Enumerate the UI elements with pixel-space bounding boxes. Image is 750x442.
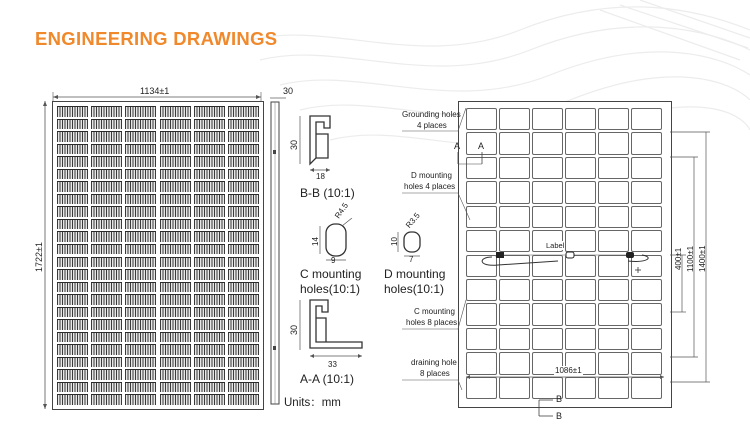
front-solar-cell xyxy=(194,206,225,217)
front-solar-cell xyxy=(228,382,259,393)
front-solar-cell xyxy=(228,181,259,192)
callout-draining-2: 8 places xyxy=(420,369,450,378)
front-solar-cell xyxy=(194,394,225,405)
c-caption-1: C mounting xyxy=(300,267,362,281)
front-solar-cell xyxy=(160,156,191,167)
front-solar-cell xyxy=(57,344,88,355)
rear-solar-cell xyxy=(532,108,563,130)
front-solar-cell xyxy=(125,332,156,343)
rear-solar-cell xyxy=(499,181,530,203)
front-solar-cell xyxy=(160,119,191,130)
front-solar-cell xyxy=(125,119,156,130)
front-solar-cell xyxy=(91,244,122,255)
dim-400-label: 400±1 xyxy=(674,247,683,270)
front-solar-cell xyxy=(91,144,122,155)
front-solar-cell xyxy=(160,294,191,305)
front-solar-cell xyxy=(194,156,225,167)
front-solar-cell xyxy=(57,269,88,280)
rear-solar-cell xyxy=(598,303,629,325)
front-solar-cell xyxy=(125,369,156,380)
profile-aa-drawing xyxy=(298,296,370,368)
rear-solar-cell xyxy=(499,108,530,130)
front-solar-cell xyxy=(160,181,191,192)
rear-solar-cell xyxy=(532,303,563,325)
aa-height-label: 30 xyxy=(289,324,299,335)
front-solar-cell xyxy=(228,144,259,155)
front-solar-cell xyxy=(194,357,225,368)
aa-width-label: 33 xyxy=(328,360,337,369)
front-solar-cell xyxy=(160,307,191,318)
front-solar-cell xyxy=(228,294,259,305)
profile-bb-drawing xyxy=(298,112,346,180)
dim-1100-label: 1100±1 xyxy=(686,245,695,272)
front-solar-cell xyxy=(91,294,122,305)
front-solar-cell xyxy=(160,169,191,180)
front-view-panel xyxy=(52,101,264,410)
front-solar-cell xyxy=(228,269,259,280)
front-solar-cell xyxy=(160,282,191,293)
front-solar-cell xyxy=(125,206,156,217)
front-solar-cell xyxy=(91,169,122,180)
page-title: ENGINEERING DRAWINGS xyxy=(35,28,278,49)
front-solar-cell xyxy=(160,382,191,393)
front-solar-cell xyxy=(57,119,88,130)
d-caption-2: holes(10:1) xyxy=(384,282,445,296)
c-height-label: 14 xyxy=(311,237,320,246)
front-solar-cell xyxy=(125,394,156,405)
front-solar-cell xyxy=(194,319,225,330)
front-solar-cell xyxy=(57,332,88,343)
front-solar-cell xyxy=(194,257,225,268)
front-solar-cell xyxy=(91,357,122,368)
front-solar-cell xyxy=(91,344,122,355)
front-solar-cell xyxy=(228,319,259,330)
front-solar-cell xyxy=(91,156,122,167)
front-solar-cell xyxy=(194,244,225,255)
front-solar-cell xyxy=(57,357,88,368)
front-solar-cell xyxy=(57,231,88,242)
front-solar-cell xyxy=(160,369,191,380)
front-solar-cell xyxy=(194,231,225,242)
rear-solar-cell xyxy=(565,108,596,130)
units-label: Units：mm xyxy=(284,397,341,409)
front-solar-cell xyxy=(125,106,156,117)
front-solar-cell xyxy=(91,206,122,217)
section-b-top: B xyxy=(556,394,563,404)
front-solar-cell xyxy=(228,131,259,142)
section-a-markers xyxy=(452,150,492,172)
bb-caption: B-B (10:1) xyxy=(300,186,355,200)
dim-1400-label: 1400±1 xyxy=(698,245,707,272)
side-frame-view xyxy=(268,94,288,412)
rear-label-text: Label xyxy=(546,241,565,250)
section-b-markers xyxy=(536,398,558,420)
front-solar-cell xyxy=(125,131,156,142)
front-solar-cell xyxy=(91,219,122,230)
callout-c-mounting-1: C mounting xyxy=(414,307,455,316)
rear-solar-cell xyxy=(532,157,563,179)
front-solar-cell xyxy=(228,156,259,167)
front-solar-cell xyxy=(91,257,122,268)
rear-solar-cell xyxy=(598,108,629,130)
c-radius-label: R4.5 xyxy=(333,201,351,221)
section-b-bottom: B xyxy=(556,411,563,421)
front-solar-cell xyxy=(160,332,191,343)
rear-solar-cell xyxy=(565,279,596,301)
front-solar-cell xyxy=(125,169,156,180)
front-solar-cell xyxy=(228,307,259,318)
callout-d-mounting-1: D mounting xyxy=(411,171,452,180)
callout-grounding-1: Grounding holes xyxy=(402,110,461,119)
rear-vertical-dimensions xyxy=(668,102,720,387)
front-solar-cell xyxy=(125,219,156,230)
front-solar-cell xyxy=(228,231,259,242)
front-solar-cell xyxy=(160,244,191,255)
rear-solar-cell xyxy=(598,132,629,154)
front-solar-cell xyxy=(160,231,191,242)
front-cell-grid xyxy=(57,106,259,405)
bb-height-label: 30 xyxy=(289,139,299,150)
front-solar-cell xyxy=(160,257,191,268)
front-solar-cell xyxy=(228,119,259,130)
callout-d-mounting-2: holes 4 places xyxy=(404,182,456,191)
front-solar-cell xyxy=(125,269,156,280)
aa-caption: A-A (10:1) xyxy=(300,372,355,386)
front-solar-cell xyxy=(57,244,88,255)
front-solar-cell xyxy=(228,219,259,230)
front-solar-cell xyxy=(57,394,88,405)
front-solar-cell xyxy=(125,181,156,192)
front-solar-cell xyxy=(194,344,225,355)
front-solar-cell xyxy=(228,357,259,368)
c-mounting-hole-drawing xyxy=(318,218,358,266)
front-solar-cell xyxy=(91,106,122,117)
front-solar-cell xyxy=(194,294,225,305)
front-solar-cell xyxy=(160,144,191,155)
rear-solar-cell xyxy=(631,328,662,350)
front-solar-cell xyxy=(228,282,259,293)
front-solar-cell xyxy=(125,194,156,205)
front-solar-cell xyxy=(91,181,122,192)
rear-solar-cell xyxy=(565,303,596,325)
rear-solar-cell xyxy=(499,157,530,179)
front-solar-cell xyxy=(160,269,191,280)
front-solar-cell xyxy=(91,369,122,380)
rear-solar-cell xyxy=(565,181,596,203)
front-solar-cell xyxy=(228,206,259,217)
front-solar-cell xyxy=(57,131,88,142)
rear-solar-cell xyxy=(598,206,629,228)
front-solar-cell xyxy=(91,307,122,318)
rear-solar-cell xyxy=(631,303,662,325)
front-solar-cell xyxy=(194,269,225,280)
front-solar-cell xyxy=(160,357,191,368)
front-solar-cell xyxy=(228,244,259,255)
front-solar-cell xyxy=(57,106,88,117)
d-radius-label: R3.5 xyxy=(404,211,422,230)
front-solar-cell xyxy=(91,282,122,293)
front-solar-cell xyxy=(125,294,156,305)
rear-solar-cell xyxy=(532,328,563,350)
rear-solar-cell xyxy=(499,279,530,301)
rear-solar-cell xyxy=(499,206,530,228)
rear-solar-cell xyxy=(532,132,563,154)
rear-solar-cell xyxy=(598,181,629,203)
front-solar-cell xyxy=(228,169,259,180)
rear-solar-cell xyxy=(631,157,662,179)
frame-depth-label: 30 xyxy=(283,86,294,96)
front-solar-cell xyxy=(228,106,259,117)
front-solar-cell xyxy=(125,357,156,368)
front-solar-cell xyxy=(228,257,259,268)
front-solar-cell xyxy=(91,382,122,393)
front-width-label: 1134±1 xyxy=(140,86,170,96)
front-solar-cell xyxy=(160,219,191,230)
front-solar-cell xyxy=(160,106,191,117)
rear-solar-cell xyxy=(598,328,629,350)
front-solar-cell xyxy=(91,119,122,130)
front-solar-cell xyxy=(125,156,156,167)
front-solar-cell xyxy=(160,131,191,142)
front-solar-cell xyxy=(91,231,122,242)
front-solar-cell xyxy=(125,257,156,268)
rear-solar-cell xyxy=(499,328,530,350)
front-solar-cell xyxy=(125,382,156,393)
front-solar-cell xyxy=(125,244,156,255)
front-solar-cell xyxy=(57,307,88,318)
front-solar-cell xyxy=(194,369,225,380)
front-solar-cell xyxy=(57,144,88,155)
front-solar-cell xyxy=(125,319,156,330)
front-solar-cell xyxy=(228,194,259,205)
c-width-label: 9 xyxy=(331,256,336,265)
front-solar-cell xyxy=(57,194,88,205)
front-solar-cell xyxy=(91,394,122,405)
section-a-left: A xyxy=(454,141,461,151)
front-solar-cell xyxy=(91,319,122,330)
rear-solar-cell xyxy=(631,279,662,301)
front-solar-cell xyxy=(125,231,156,242)
bb-width-label: 18 xyxy=(316,172,325,181)
front-solar-cell xyxy=(125,144,156,155)
front-solar-cell xyxy=(194,194,225,205)
front-solar-cell xyxy=(194,169,225,180)
front-solar-cell xyxy=(194,119,225,130)
front-solar-cell xyxy=(228,344,259,355)
rear-solar-cell xyxy=(598,279,629,301)
callout-leader-lines xyxy=(400,100,480,390)
front-solar-cell xyxy=(91,194,122,205)
front-solar-cell xyxy=(194,382,225,393)
front-solar-cell xyxy=(57,382,88,393)
rear-solar-cell xyxy=(565,132,596,154)
front-solar-cell xyxy=(194,181,225,192)
front-solar-cell xyxy=(228,369,259,380)
front-solar-cell xyxy=(194,332,225,343)
front-solar-cell xyxy=(194,131,225,142)
front-solar-cell xyxy=(160,344,191,355)
front-solar-cell xyxy=(57,156,88,167)
rear-solar-cell xyxy=(499,132,530,154)
front-solar-cell xyxy=(194,106,225,117)
front-solar-cell xyxy=(125,307,156,318)
rear-solar-cell xyxy=(631,132,662,154)
front-solar-cell xyxy=(57,181,88,192)
front-solar-cell xyxy=(194,307,225,318)
front-solar-cell xyxy=(228,394,259,405)
front-solar-cell xyxy=(125,282,156,293)
section-a-right: A xyxy=(478,141,485,151)
rear-solar-cell xyxy=(631,181,662,203)
callout-grounding-2: 4 places xyxy=(417,121,447,130)
rear-solar-cell xyxy=(499,303,530,325)
front-solar-cell xyxy=(57,369,88,380)
dim-1086-label: 1086±1 xyxy=(555,366,582,375)
front-solar-cell xyxy=(57,257,88,268)
front-solar-cell xyxy=(91,332,122,343)
front-solar-cell xyxy=(57,282,88,293)
rear-solar-cell xyxy=(565,206,596,228)
rear-solar-cell xyxy=(598,157,629,179)
d-caption-1: D mounting xyxy=(384,267,446,281)
rear-solar-cell xyxy=(532,181,563,203)
rear-solar-cell xyxy=(631,108,662,130)
callout-draining-1: draining hole xyxy=(411,358,457,367)
front-solar-cell xyxy=(160,194,191,205)
front-solar-cell xyxy=(125,344,156,355)
front-solar-cell xyxy=(91,269,122,280)
rear-solar-cell xyxy=(565,157,596,179)
front-solar-cell xyxy=(160,319,191,330)
rear-solar-cell xyxy=(532,206,563,228)
front-solar-cell xyxy=(57,294,88,305)
front-solar-cell xyxy=(57,169,88,180)
front-solar-cell xyxy=(194,282,225,293)
rear-solar-cell xyxy=(565,328,596,350)
front-height-label: 1722±1 xyxy=(34,242,44,272)
front-solar-cell xyxy=(194,219,225,230)
front-solar-cell xyxy=(57,319,88,330)
front-solar-cell xyxy=(228,332,259,343)
d-width-label: 7 xyxy=(409,255,414,264)
front-solar-cell xyxy=(57,219,88,230)
callout-c-mounting-2: holes 8 places xyxy=(406,318,458,327)
c-caption-2: holes(10:1) xyxy=(300,282,361,296)
rear-solar-cell xyxy=(532,279,563,301)
front-solar-cell xyxy=(160,206,191,217)
front-solar-cell xyxy=(160,394,191,405)
d-height-label: 10 xyxy=(390,237,399,246)
front-solar-cell xyxy=(194,144,225,155)
front-solar-cell xyxy=(91,131,122,142)
front-solar-cell xyxy=(57,206,88,217)
rear-solar-cell xyxy=(631,206,662,228)
